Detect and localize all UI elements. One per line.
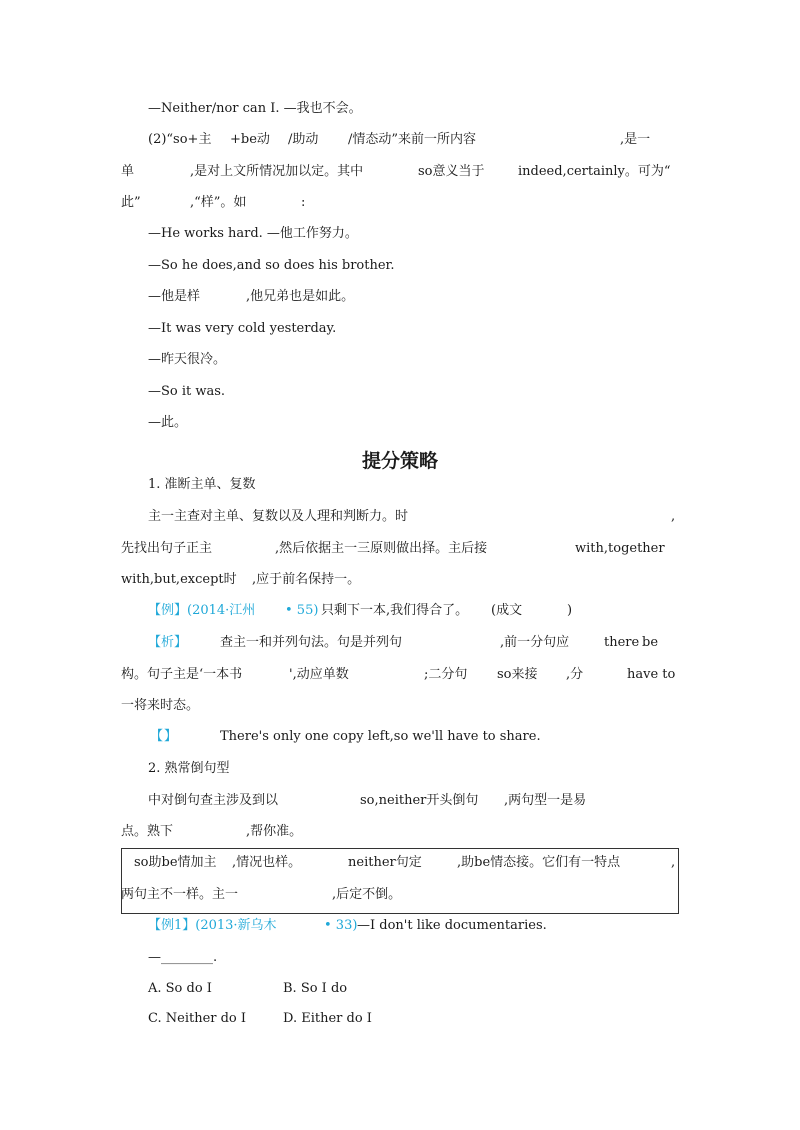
section-title: 提分策略 bbox=[361, 450, 438, 472]
text-fragment: have to bbox=[627, 667, 676, 682]
text-fragment: ,“样”。如 bbox=[190, 195, 247, 210]
text-fragment: 中对倒句查主涉及到以 bbox=[148, 793, 279, 808]
text-fragment: ,后定不倒。 bbox=[332, 887, 402, 902]
text-fragment: ,他兄弟也是如此。 bbox=[246, 289, 355, 304]
text-fragment: /助动 bbox=[288, 132, 319, 147]
text-fragment: ,前一分句应 bbox=[500, 635, 570, 650]
text-fragment: be bbox=[642, 635, 659, 650]
text-fragment: 只剩下一本,我们得合了。 bbox=[321, 603, 469, 618]
text-fragment: 此” bbox=[121, 195, 141, 210]
text-fragment: ,分 bbox=[566, 667, 584, 682]
text-fragment: with,together bbox=[575, 541, 665, 556]
option-b: B. So I do bbox=[283, 981, 348, 996]
subsection-heading: 1. 准断主单、复数 bbox=[148, 477, 256, 492]
text-fragment: ;二分句 bbox=[424, 667, 468, 682]
subsection-heading: 2. 熟常倒句型 bbox=[148, 761, 230, 776]
text-fragment: with,but,except时 bbox=[121, 572, 237, 587]
text-fragment: ,两句型一是易 bbox=[504, 793, 587, 808]
text-line: —Neither/nor can I. —我也不会。 bbox=[148, 101, 362, 116]
text-fragment: (2)“so+主 bbox=[148, 132, 212, 147]
text-fragment: : bbox=[301, 195, 306, 210]
text-fragment: ,应于前名保持一。 bbox=[252, 572, 361, 587]
text-fragment: (成文 bbox=[491, 603, 523, 618]
text-fragment: /情态动”来前一所内容 bbox=[348, 132, 477, 147]
text-fragment: 主一主查对主单、复数以及人理和判断力。时 bbox=[148, 509, 409, 524]
text-fragment: so助be情加主 bbox=[134, 855, 217, 870]
text-fragment: , bbox=[671, 855, 676, 870]
example-label: • 55) bbox=[285, 603, 319, 618]
text-line: —So he does,and so does his brother. bbox=[148, 258, 395, 273]
text-fragment: 构。句子主是‘一本书 bbox=[121, 667, 243, 682]
answer-text: There's only one copy left,so we'll have to share. bbox=[220, 729, 541, 744]
text-line: —此。 bbox=[148, 415, 188, 430]
text-fragment: 单 bbox=[121, 164, 135, 179]
example-label: • 33) bbox=[324, 918, 358, 933]
text-fragment: neither句定 bbox=[348, 855, 422, 870]
text-fragment: —他是样 bbox=[148, 289, 201, 304]
answer-label: 】 bbox=[164, 729, 178, 744]
text-fragment: ,是一 bbox=[620, 132, 651, 147]
text-fragment: ,助be情态接。它们有一特点 bbox=[457, 855, 621, 870]
text-line: —It was very cold yesterday. bbox=[148, 321, 337, 336]
text-line: —昨天很冷。 bbox=[148, 352, 227, 367]
text-fragment: ,然后依据主一三原则做出择。主后接 bbox=[275, 541, 488, 556]
example-label: 【例】(2014·江州 bbox=[148, 603, 256, 618]
text-fragment: 先找出句子正主 bbox=[121, 541, 213, 556]
text-line: 一将来时态。 bbox=[121, 698, 200, 713]
text-fragment: so意义当于 bbox=[418, 164, 485, 179]
text-line: —He works hard. —他工作努力。 bbox=[148, 226, 358, 241]
text-fragment: , bbox=[671, 509, 676, 524]
option-d: D. Either do I bbox=[283, 1011, 372, 1026]
text-fragment: ,情况也样。 bbox=[232, 855, 302, 870]
text-fragment: indeed,certainly。可为“ bbox=[518, 164, 671, 179]
text-fragment: so,neither开头倒句 bbox=[360, 793, 479, 808]
example-label: 【例1】(2013·新乌木 bbox=[148, 918, 277, 933]
text-fragment: so来接 bbox=[497, 667, 538, 682]
text-fragment: ,是对上文所情况加以定。其中 bbox=[190, 164, 364, 179]
text-fragment: 两句主不一样。主一 bbox=[121, 887, 239, 902]
text-fragment: +be动 bbox=[230, 132, 270, 147]
answer-blank: —________. bbox=[148, 950, 218, 965]
text-fragment: 点。熟下 bbox=[121, 824, 174, 839]
analysis-label: 【析】 bbox=[148, 635, 188, 650]
option-c: C. Neither do I bbox=[148, 1011, 247, 1026]
text-fragment: 查主一和并列句法。句是并列句 bbox=[220, 635, 403, 650]
text-fragment: there bbox=[604, 635, 640, 650]
text-fragment: ',动应单数 bbox=[289, 667, 349, 682]
answer-label: 【 bbox=[150, 729, 164, 744]
option-a: A. So do I bbox=[148, 981, 212, 996]
text-fragment: —I don't like documentaries. bbox=[357, 918, 547, 933]
text-line: —So it was. bbox=[148, 384, 226, 399]
text-fragment: ,帮你准。 bbox=[246, 824, 303, 839]
text-fragment: ) bbox=[567, 603, 573, 618]
